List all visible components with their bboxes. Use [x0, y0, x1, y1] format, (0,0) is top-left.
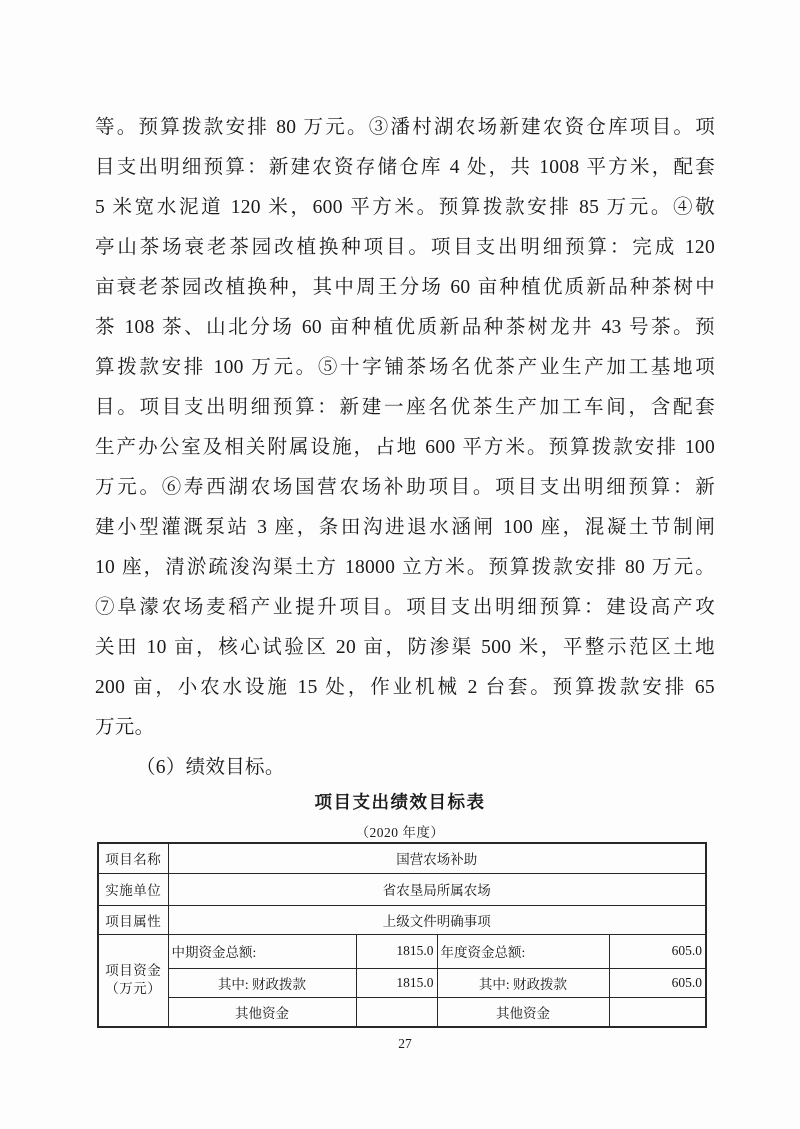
table-row — [98, 968, 706, 997]
body-line: 目。项目支出明细预算：新建一座名优茶生产加工车间，含配套 — [95, 397, 715, 418]
performance-target-table — [97, 842, 707, 1028]
page-number: 27 — [398, 1036, 412, 1051]
body-line: 亭山茶场衰老茶园改植换种项目。项目支出明细预算：完成 120 — [95, 237, 715, 258]
midterm-total-label: 中期资金总额: — [168, 934, 356, 968]
midterm-other-label: 其他资金 — [168, 997, 356, 1027]
table-row — [98, 843, 706, 873]
body-line: 万元。 — [95, 717, 155, 738]
project-attribute-value: 上级文件明确事项 — [168, 905, 706, 934]
annual-fiscal-label: 其中: 财政拨款 — [437, 968, 609, 997]
body-line: （6）绩效目标。 — [136, 757, 285, 778]
body-line: 建小型灌溉泵站 3 座，条田沟进退水涵闸 100 座，混凝土节制闸 — [95, 517, 715, 538]
body-line: 算拨款安排 100 万元。⑤十字铺茶场名优茶产业生产加工基地项 — [95, 357, 715, 378]
table-row — [98, 873, 706, 905]
table-title: 项目支出绩效目标表 — [314, 792, 486, 812]
project-funds-label-line2: （万元） — [105, 981, 162, 997]
body-line: 目支出明细预算：新建农资存储仓库 4 处，共 1008 平方米，配套 — [95, 157, 715, 178]
body-line: 5 米宽水泥道 120 米，600 平方米。预算拨款安排 85 万元。④敬 — [95, 197, 715, 218]
body-line: 茶 108 茶、山北分场 60 亩种植优质新品种茶树龙井 43 号茶。预 — [95, 317, 715, 338]
body-line: 万元。⑥寿西湖农场国营农场补助项目。项目支出明细预算：新 — [95, 477, 715, 498]
project-funds-label-line1: 项目资金 — [105, 963, 162, 979]
body-text — [95, 108, 715, 788]
annual-other-value — [609, 997, 706, 1027]
body-line: 关田 10 亩，核心试验区 20 亩，防渗渠 500 米，平整示范区土地 — [95, 637, 715, 658]
implementing-unit-label: 实施单位 — [98, 873, 168, 905]
midterm-other-value — [356, 997, 437, 1027]
body-line: 200 亩，小农水设施 15 处，作业机械 2 台套。预算拨款安排 65 — [95, 677, 715, 698]
midterm-fiscal-value: 1815.0 — [356, 968, 437, 997]
annual-fiscal-value: 605.0 — [609, 968, 706, 997]
table-subtitle: （2020 年度） — [355, 825, 445, 840]
table-row — [98, 934, 706, 968]
body-line: 生产办公室及相关附属设施，占地 600 平方米。预算拨款安排 100 — [95, 437, 715, 458]
project-funds-label — [98, 934, 168, 1027]
annual-other-label: 其他资金 — [437, 997, 609, 1027]
body-line: ⑦阜濛农场麦稻产业提升项目。项目支出明细预算：建设高产攻 — [95, 597, 715, 618]
body-line: 10 座，清淤疏浚沟渠土方 18000 立方米。预算拨款安排 80 万元。 — [95, 557, 715, 578]
project-name-label: 项目名称 — [98, 843, 168, 873]
annual-total-label: 年度资金总额: — [437, 934, 609, 968]
body-line: 等。预算拨款安排 80 万元。③潘村湖农场新建农资仓库项目。项 — [95, 117, 715, 138]
table-row — [98, 905, 706, 934]
midterm-fiscal-label: 其中: 财政拨款 — [168, 968, 356, 997]
implementing-unit-value: 省农垦局所属农场 — [168, 873, 706, 905]
body-line: 亩衰老茶园改植换种，其中周王分场 60 亩种植优质新品种茶树中 — [95, 277, 715, 298]
table-row — [98, 997, 706, 1027]
annual-total-value: 605.0 — [609, 934, 706, 968]
midterm-total-value: 1815.0 — [356, 934, 437, 968]
project-name-value: 国营农场补助 — [168, 843, 706, 873]
project-attribute-label: 项目属性 — [98, 905, 168, 934]
